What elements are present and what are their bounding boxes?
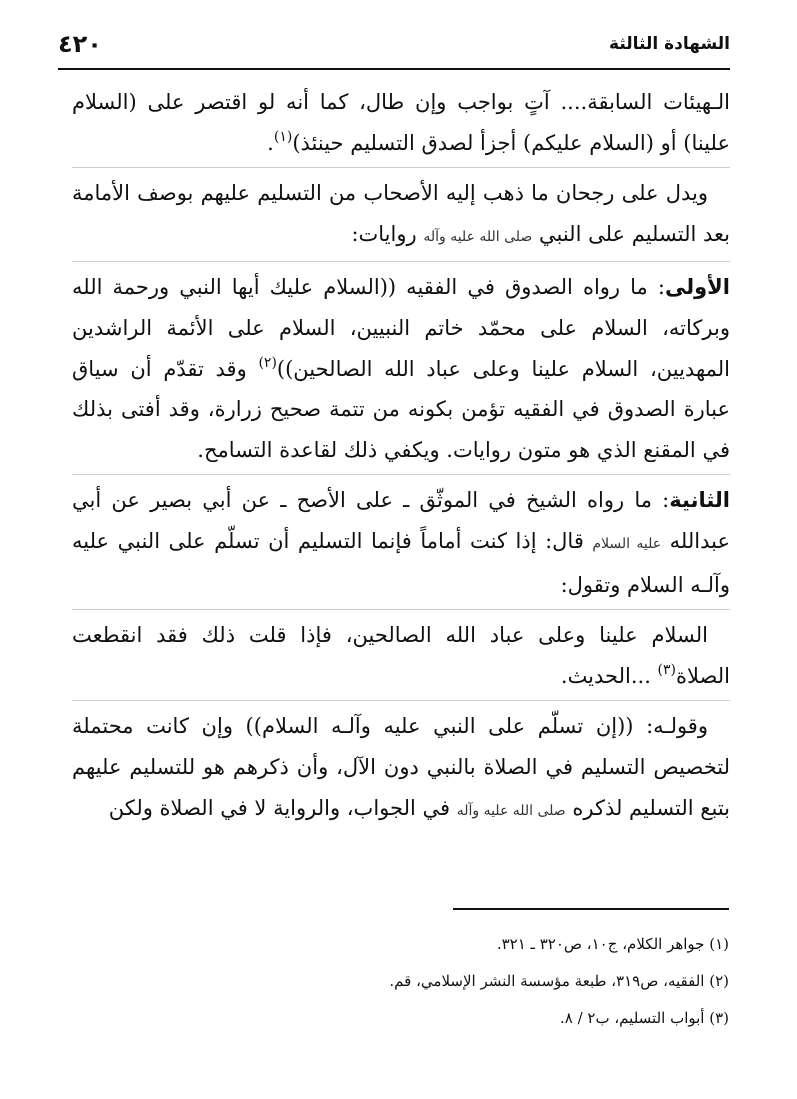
paragraph-divider <box>72 700 730 701</box>
paragraph <box>72 706 730 831</box>
paragraph-divider <box>72 474 730 475</box>
text-run: في الجواب، والرواية لا في الصلاة ولكن <box>108 795 457 820</box>
footnote-ref: (٢) <box>258 354 277 371</box>
text-run: قال: إذا كنت أماماً فإنما التسليم أن تسلّم على النبي عليه وآلـه السلام وتقول: <box>72 528 730 597</box>
paragraph <box>72 480 730 605</box>
footnote-item: (٣) أبواب التسليم، ب٢ / ٨. <box>559 1009 729 1027</box>
section-lead-first: الأولى <box>664 275 730 300</box>
quoted-paragraph <box>72 615 730 696</box>
paragraph-divider <box>72 261 730 262</box>
paragraph-divider <box>72 609 730 610</box>
text-run: السلام علينا وعلى عباد الله الصالحين، فإذا قلت ذلك فقد انقطعت الصلاة <box>72 623 730 688</box>
text-run: . <box>267 130 274 155</box>
text-run: علينا) أو (السلام عليكم) أجزأ لصدق التسليم حينئذ) <box>292 130 730 155</box>
text-run: وقد تقدّم أن سياق عبارة الصدوق في الفقيه تؤمن بكونه من تتمة صحيح زرارة، وقد أفتى بذلك في المقنع الذي هو متون روايات. ويكفي ذلك لقاعدة التسامح. <box>72 356 730 462</box>
paragraph <box>72 173 730 257</box>
text-run: : ما رواه الصدوق في الفقيه ((السلام عليك أيها النبي ورحمة الله وبركاته، السلام على محمّد خاتم النبيين، السلام على الأئمة الراشدين المهديين، السلام علينا وعلى عباد الله الصالحين)) <box>72 275 730 381</box>
honorific-glyph: صلى الله عليه وآله <box>456 802 566 819</box>
footnote-item: (٢) الفقيه، ص٣١٩، طبعة مؤسسة النشر الإسلامي، قم. <box>389 972 729 990</box>
paragraph-divider <box>72 167 730 168</box>
footnote-ref: (١) <box>273 128 293 145</box>
text-run: : ما رواه الشيخ في الموثّق ـ على الأصح ـ عن أبي بصير عن أبي عبدالله <box>72 488 730 553</box>
text-run: ويدل على رجحان ما ذهب إليه الأصحاب من التسليم عليهم بوصف الأمامة بعد التسليم على النبي <box>72 181 730 246</box>
honorific-glyph: صلى الله عليه وآله <box>423 228 533 245</box>
page-header <box>58 32 730 70</box>
chapter-title: الشهادة الثالثة <box>609 34 730 54</box>
paragraph <box>72 82 730 163</box>
footnotes <box>209 926 729 1037</box>
footnote-ref: (٣) <box>657 661 677 678</box>
text-run: الـهيئات السابقة.... آتٍ بواجب وإن طال، كما أنه لو اقتصر على (السلام <box>72 90 730 114</box>
text-run: وقولـه: ((إن تسلّم على النبي عليه وآلـه السلام)) وإن كانت محتملة لتخصيص التسليم في الصلاة بالنبي دون الآل، وأن ذكرهم هو للتسليم عليهم بتبع التسليم لذكره <box>72 714 730 820</box>
honorific-glyph: عليه السلام <box>592 535 662 552</box>
body-text <box>72 82 730 831</box>
text-run: ...الحديث. <box>560 663 658 688</box>
text-run: روايات: <box>351 221 424 246</box>
footnote-separator <box>453 908 729 910</box>
paragraph <box>72 267 730 470</box>
footnote-item: (١) جواهر الكلام، ج١٠، ص٣٢٠ ـ ٣٢١. <box>496 935 729 953</box>
page-number: ٤٢٠ <box>58 30 102 58</box>
section-lead-second: الثانية <box>669 488 730 513</box>
